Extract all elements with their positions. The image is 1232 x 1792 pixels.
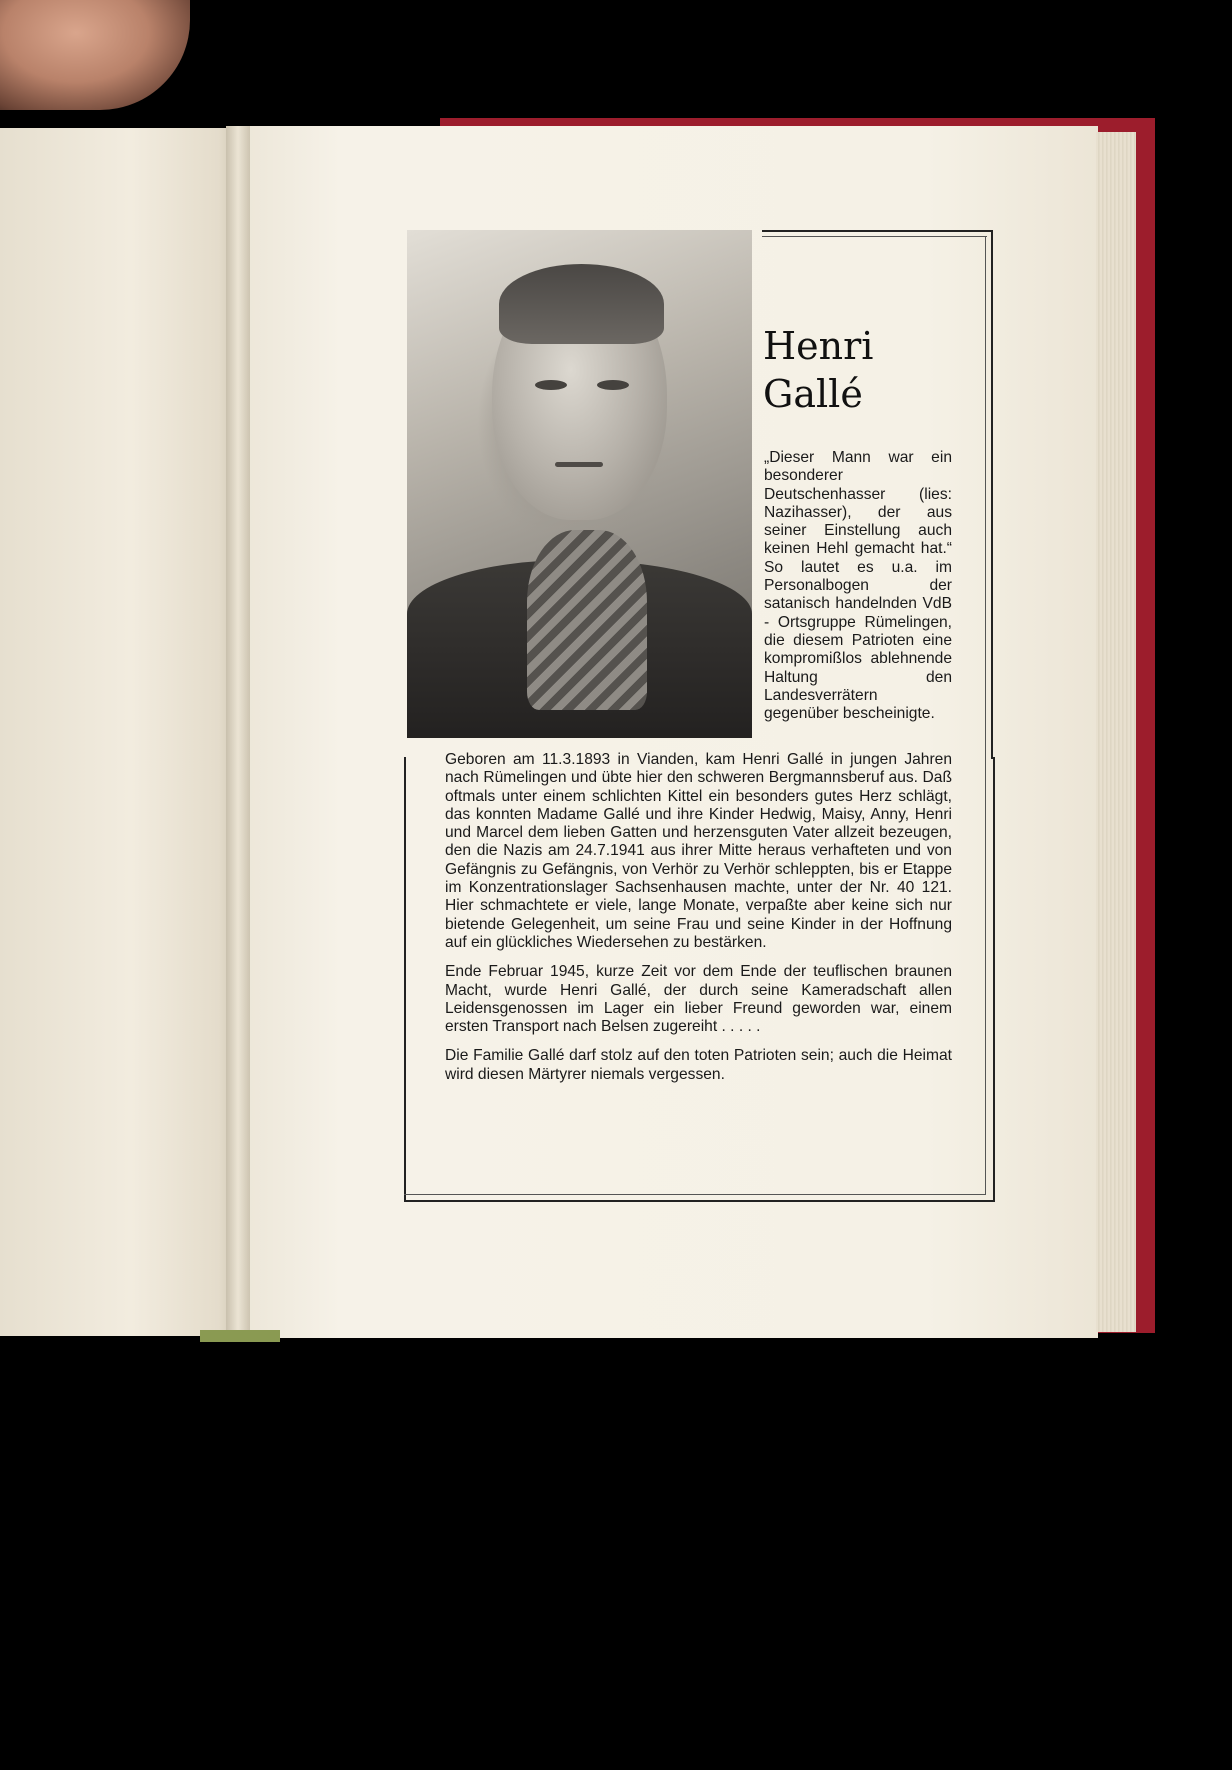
article-title	[763, 322, 973, 418]
title-first-name: Henri	[763, 324, 874, 368]
paragraph-2: Ende Februar 1945, kurze Zeit vor dem Ende der teuflischen braunen Macht, wurde Henri Gallé, der durch seine Kameradschaft allen Leidensgenossen im Lager ein lieber Freund geworden war, einem ersten Transport nach Belsen zugereiht . . . . .	[445, 963, 952, 1036]
book-gutter	[226, 126, 250, 1338]
article-body	[445, 751, 952, 1095]
bookmark-band	[200, 1330, 280, 1342]
title-last-name: Gallé	[763, 372, 863, 416]
portrait-eye-left	[535, 380, 567, 390]
side-quote: „Dieser Mann war ein besonderer Deutschenhasser (lies: Nazihasser), der aus seiner Einstellung auch keinen Hehl gemacht hat.“ So lautet es u.a. im Personalbogen der satanisch handelnden VdB - Ortsgruppe Rümelingen, die diesem Patrioten eine kompromißlos ablehnende Haltung den Landesverrätern gegenüber bescheinigte.	[764, 449, 952, 723]
portrait-mouth	[555, 462, 603, 467]
paragraph-1: Geboren am 11.3.1893 in Vianden, kam Henri Gallé in jungen Jahren nach Rümelingen und übte hier den schweren Bergmannsberuf aus. Daß oftmals unter einem schlichten Kittel ein besonders gutes Herz schlägt, das konnten Madame Gallé und ihre Kinder Hedwig, Maisy, Anny, Henri und Marcel dem lieben Gatten und herzensguten Vater allzeit bezeugen, den die Nazis am 24.7.1941 aus ihrer Mitte heraus verhafteten und von Gefängnis zu Gefängnis, von Verhör zu Verhör schleppten, bis er Etappe im Konzentrationslager Sachsenhausen machte, unter der Nr. 40 121. Hier schmachtete er viele, lange Monate, verpaßte aber keine sich nur bietende Gelegenheit, um seine Frau und seine Kinder in der Hoffnung auf ein glückliches Wiedersehen zu bestärken.	[445, 751, 952, 951]
portrait-photo	[407, 230, 752, 738]
portrait-hair	[499, 264, 664, 344]
page-edges	[1096, 132, 1136, 1332]
paragraph-3: Die Familie Gallé darf stolz auf den toten Patrioten sein; auch die Heimat wird diesen Märtyrer niemals vergessen.	[445, 1047, 952, 1083]
portrait-scarf	[527, 530, 647, 710]
thumb	[0, 0, 190, 110]
left-page	[0, 128, 238, 1336]
frame-inner-bottom	[404, 1194, 986, 1195]
portrait-eye-right	[597, 380, 629, 390]
frame-inner-top	[762, 236, 987, 237]
